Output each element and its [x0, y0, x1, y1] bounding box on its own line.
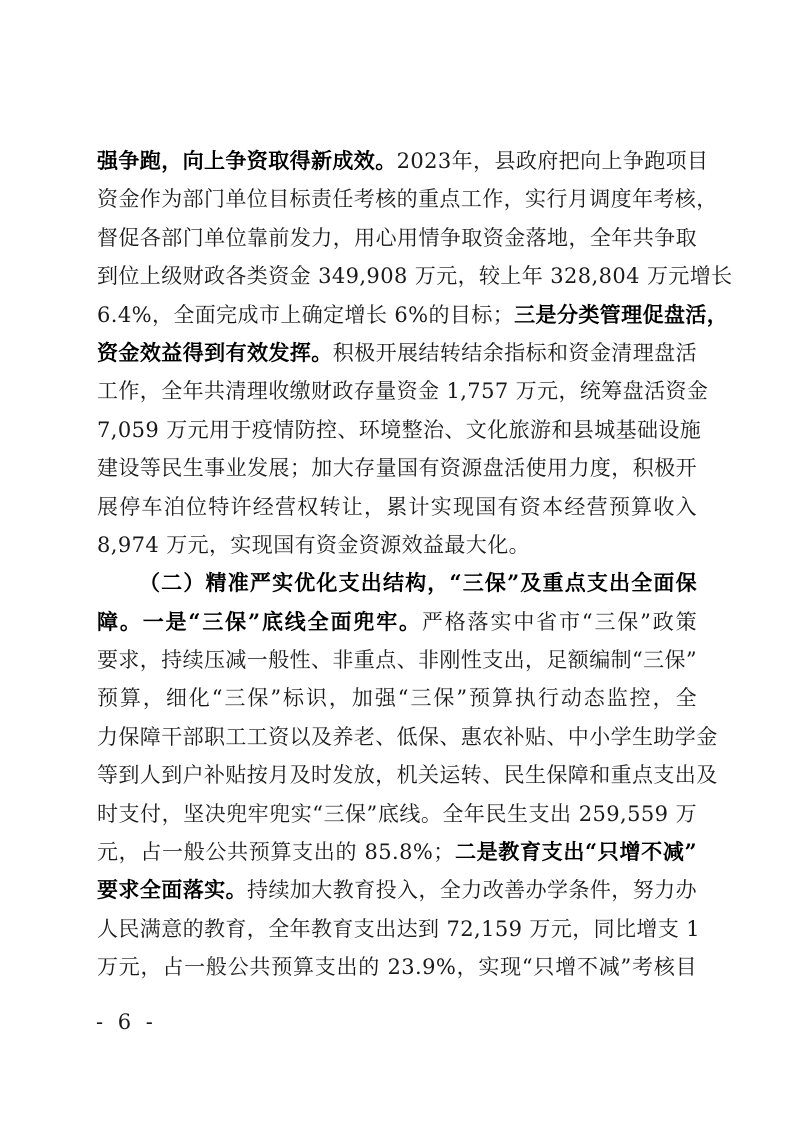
line-text: 严格落实中省市“三保”政策 — [421, 609, 697, 634]
text-line — [97, 372, 709, 410]
text-line — [97, 449, 697, 487]
text-line — [97, 488, 697, 526]
text-line — [97, 679, 697, 717]
line-text: 力保障干部职工工资以及养老、低保、惠农补贴、中小学生助学金 — [97, 724, 718, 749]
line-text: 2023年，县政府把向上争跑项目 — [396, 149, 709, 173]
text-line — [97, 948, 697, 986]
bold-heading: 二是教育支出“只增不减” — [454, 839, 697, 865]
section-heading — [97, 564, 697, 602]
text-line — [97, 219, 697, 257]
text-line — [97, 257, 733, 295]
text-line — [97, 334, 697, 372]
line-text: 工作，全年共清理收缴财政存量资金 1,757 万元，统筹盘活资金 — [97, 379, 709, 404]
bold-heading: 三是分类管理促盘活， — [514, 301, 729, 327]
line-text: 时支付，坚决兜牢兜实“三保”底线。全年民生支出 259,559 万 — [97, 801, 697, 826]
line-text: 6.4%，全面完成市上确定增长 6%的目标； — [97, 302, 515, 327]
text-line — [97, 142, 709, 180]
line-text: 人民满意的教育，全年教育支出达到 72,159 万元，同比增支 1 — [97, 916, 701, 941]
text-line — [97, 526, 697, 564]
page-number: - 6 - — [96, 1010, 157, 1034]
line-text: 积极开展结转结余指标和资金清理盘活 — [332, 340, 697, 365]
line-text: 万元，占一般公共预算支出的 23.9%，实现“只增不减”考核目 — [97, 955, 697, 980]
line-text: 8,974 万元，实现国有资金资源效益最大化。 — [97, 532, 530, 557]
line-text: 督促各部门单位靠前发力，用心用情争取资金落地，全年共争取 — [97, 225, 697, 250]
line-text: 到位上级财政各类资金 349,908 万元，较上年 328,804 万元增长 — [97, 264, 733, 289]
line-text: 等到人到户补贴按月及时发放，机关运转、民生保障和重点支出及 — [97, 763, 718, 788]
line-text: 要求，持续压减一般性、非重点、非刚性支出，足额编制“三保” — [97, 648, 698, 673]
text-line — [97, 411, 702, 449]
line-text: 持续加大教育投入，全力改善办学条件，努力办 — [247, 878, 697, 903]
bold-heading: （二）精准严实优化支出结构，“三保”及重点支出全面保 — [139, 570, 697, 596]
text-line — [97, 795, 697, 833]
text-line — [97, 641, 697, 679]
line-text: 展停车泊位特许经营权转让，累计实现国有资本经营预算收入 — [97, 494, 697, 519]
line-text: 建设等民生事业发展；加大存量国有资源盘活使用力度，积极开 — [97, 456, 697, 481]
line-text: 7,059 万元用于疫情防控、环境整治、文化旅游和县城基础设施 — [97, 417, 702, 442]
bold-heading: 强争跑，向上争资取得新成效。 — [97, 148, 397, 173]
text-line — [97, 833, 697, 871]
line-text: 资金作为部门单位目标责任考核的重点工作，实行月调度年考核， — [97, 187, 718, 212]
text-line — [97, 871, 697, 909]
text-line — [97, 910, 701, 948]
bold-heading: 资金效益得到有效发挥。 — [97, 339, 333, 365]
bold-heading: 障。一是“三保”底线全面兜牢。 — [97, 608, 422, 634]
line-text: 元，占一般公共预算支出的 85.8%； — [97, 840, 455, 865]
document-body — [97, 142, 733, 987]
text-line — [97, 296, 729, 334]
line-text: 预算，细化“三保”标识，加强“三保”预算执行动态监控，全 — [97, 686, 697, 711]
text-line — [97, 718, 718, 756]
text-line — [97, 603, 697, 641]
text-line — [97, 180, 718, 218]
text-line — [97, 756, 718, 794]
bold-heading: 要求全面落实。 — [97, 877, 248, 903]
